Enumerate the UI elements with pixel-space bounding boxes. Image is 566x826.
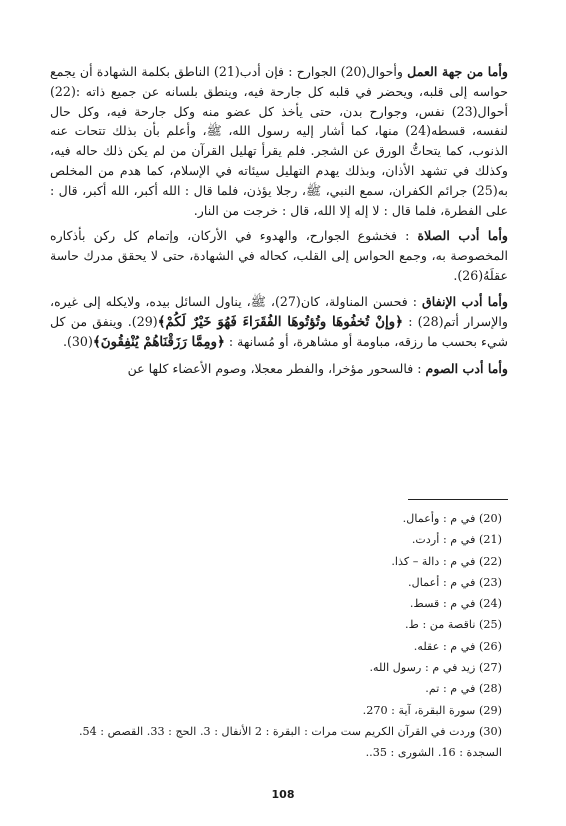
footnote-divider bbox=[408, 499, 508, 500]
footnote bbox=[40, 678, 502, 699]
footnote bbox=[40, 508, 502, 529]
paragraph-text: : فالسحور مؤخرا، والفطر معجلا، وصوم الأعضاء كلها عن bbox=[127, 361, 422, 377]
footnote bbox=[40, 572, 502, 593]
footnote-ref: (30). bbox=[62, 334, 93, 350]
footnotes bbox=[40, 508, 502, 764]
footnote-text: في م : أعمال. bbox=[408, 575, 476, 589]
footnote-number: (25) bbox=[479, 618, 502, 632]
footnote-text: في م : وأعمال. bbox=[402, 512, 476, 525]
footnote-number: (28) bbox=[479, 682, 502, 696]
paragraph-text: : فخشوع الجوارح، والهدوء في الأركان، وإتمام كل ركن بأذكاره المخصوصة به، وجمع الحواس إلى القلب، كحاله في الشهادة، حتى لا يحقق مدرك حاسة عقلَهُ(26). bbox=[50, 228, 508, 283]
footnote bbox=[40, 551, 502, 572]
paragraph-sawm bbox=[50, 359, 508, 379]
footnote bbox=[40, 700, 502, 721]
quran-verse: ﴿وإنْ تُخفُوهَا وتُؤتُوهَا الفُقَرَاءَ فَهُوَ خَيْرٌ لَكُمْ﴾ bbox=[157, 313, 403, 330]
paragraph-salat bbox=[50, 226, 508, 285]
footnote-text: ناقصة من : ط. bbox=[405, 618, 476, 632]
main-text bbox=[50, 62, 508, 385]
footnote bbox=[40, 657, 502, 678]
footnote-text: في م : عقله. bbox=[413, 639, 476, 653]
footnote-text: في م : دالة – كذا. bbox=[391, 554, 476, 568]
paragraph-heading: وأما أدب الصوم bbox=[425, 361, 508, 377]
footnote bbox=[40, 721, 502, 764]
footnote-text: وردت في القرآن الكريم ست مرات : البقرة : 2 الأنفال : 3. الحج : 33. القصص : 54. السجدة : 16. الشورى : 35.. bbox=[78, 724, 502, 760]
footnote-number: (26) bbox=[479, 639, 502, 653]
footnote-number: (27) bbox=[479, 661, 502, 675]
footnote-text: في م : تم. bbox=[425, 682, 476, 696]
footnote bbox=[40, 593, 502, 614]
paragraph-heading: وأما من جهة العمل bbox=[407, 64, 508, 79]
paragraph-heading: وأما أدب الصلاة bbox=[417, 228, 508, 244]
footnote-number: (22) bbox=[479, 554, 502, 568]
paragraph-infaq bbox=[50, 292, 508, 353]
footnote bbox=[40, 636, 502, 657]
paragraph-text: وأحوال(20) الجوارح : فإن أدب(21) الناطق بكلمة الشهادة أن يجمع حواسه إلى قلبه، ويحضر في قلبه كل جارحة فيه، وينطق بلسانه عن جميع ذاته :(22) أحوال(23) نفس، وجوارح بدن، حتى يأخذ كل عضو منه وكل جارحة فيه، وكل حال لنفسه، قسطه(24) منها، كما أشار إليه رسول الله، ﷺ، وأعلم بأن بذلك تتحات عنه الذنوب، كما يتحاتُّ الورق عن الشجر. فلم يقرأ تهليل القرآن من لم يكن ذلك حاله فيه، وكذلك في تشهد الأذان، وبذلك يهدم التهليل سيئاته في الإسلام، كما هدم من المخلص به(25) جرائم الكفران، سمع النبي، ﷺ، رجلا يؤذن، فلما قال : الله أكبر، الله أكبر، قال : على الفطرة، فلما قال : لا إله إلا الله، قال : خرجت من النار. bbox=[50, 64, 508, 218]
footnote-number: (30) bbox=[479, 724, 502, 738]
footnote-text: سورة البقرة، آية : 270. bbox=[362, 703, 476, 717]
footnote-number: (29) bbox=[479, 703, 502, 717]
footnote-number: (20) bbox=[479, 512, 502, 525]
footnote bbox=[40, 529, 502, 550]
footnote bbox=[40, 614, 502, 635]
page-number: 108 bbox=[271, 788, 295, 801]
footnote-text: في م : أردت. bbox=[411, 533, 476, 547]
footnote-ref: (29). bbox=[127, 313, 158, 329]
paragraph-shahada bbox=[50, 62, 508, 220]
quran-verse: ﴿ومِمَّا رَزَقْنَاهُمْ يُنْفِقُونَ﴾ bbox=[92, 334, 225, 351]
footnote-number: (21) bbox=[479, 533, 502, 547]
paragraph-heading: وأما أدب الإنفاق bbox=[421, 293, 508, 309]
footnote-number: (24) bbox=[479, 597, 502, 611]
footnote-number: (23) bbox=[479, 575, 502, 589]
paragraph-text: وينفق من كل شيء بحسب ما رزقه، مباومة أو مشاهرة، أو مُسانهة : bbox=[50, 313, 508, 350]
footnote-text: في م : قسط. bbox=[409, 597, 476, 611]
paragraph-text: : فحسن المناولة، كان(27)، ﷺ، يناول السائل بيده، ولايكله إلى غيره، والإسرار أتم(28) : bbox=[50, 293, 508, 329]
footnote-text: زيد في م : رسول الله. bbox=[369, 661, 476, 675]
